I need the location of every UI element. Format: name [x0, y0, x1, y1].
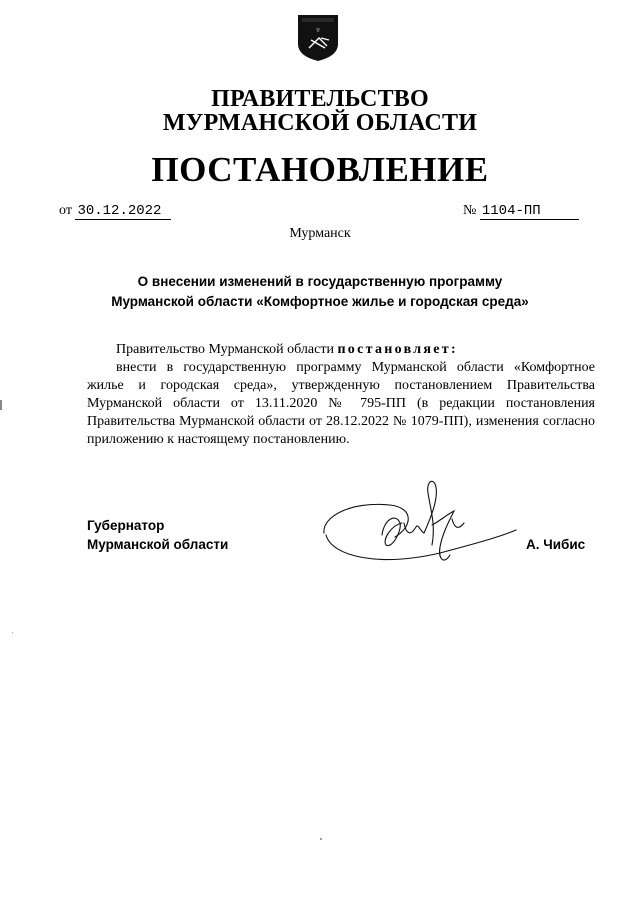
scan-speck [320, 838, 322, 840]
organization-name-line2: МУРМАНСКОЙ ОБЛАСТИ [162, 110, 478, 136]
decree-intro: Правительство Мурманской области [116, 342, 334, 357]
document-subject [60, 272, 580, 312]
subject-line1: О внесении изменений в государственную программу [137, 274, 503, 289]
decree-word: постановляет: [337, 342, 458, 357]
document-number-row [463, 202, 579, 220]
document-city: Мурманск [289, 226, 351, 241]
document-date-row [59, 202, 171, 220]
organization-name-line1: ПРАВИТЕЛЬСТВО [211, 86, 429, 112]
document-type-title: ПОСТАНОВЛЕНИЕ [151, 150, 489, 189]
number-prefix: № [463, 203, 477, 218]
subject-line2: Мурманской области «Комфортное жилье и городская среда» [111, 294, 529, 309]
signatory-name: А. Чибис [526, 537, 586, 552]
document-date: 30.12.2022 [75, 203, 171, 220]
decree-intro-paragraph [87, 341, 595, 359]
signatory-position-line2: Мурманской области [87, 537, 229, 552]
date-prefix: от [59, 203, 72, 218]
scan-speck [12, 632, 13, 633]
murmansk-coat-of-arms-icon [297, 14, 339, 62]
scan-margin-mark [0, 400, 2, 410]
signatory-position [87, 516, 228, 554]
handwritten-signature [320, 475, 520, 580]
decree-text: внести в государственную программу Мурманской области «Комфортное жилье и городская среда», утвержденную постановлением Правительства Мурманской области от 13.11.2020 № 795-ПП (в редакции постановления Правительства Мурманской области от 28.12.2022 № 1079-ПП), изменения согласно приложению к настоящему постановлению. [87, 360, 595, 447]
signatory-position-line1: Губернатор [87, 518, 165, 533]
document-body [87, 341, 595, 449]
document-number: 1104-ПП [480, 203, 579, 220]
